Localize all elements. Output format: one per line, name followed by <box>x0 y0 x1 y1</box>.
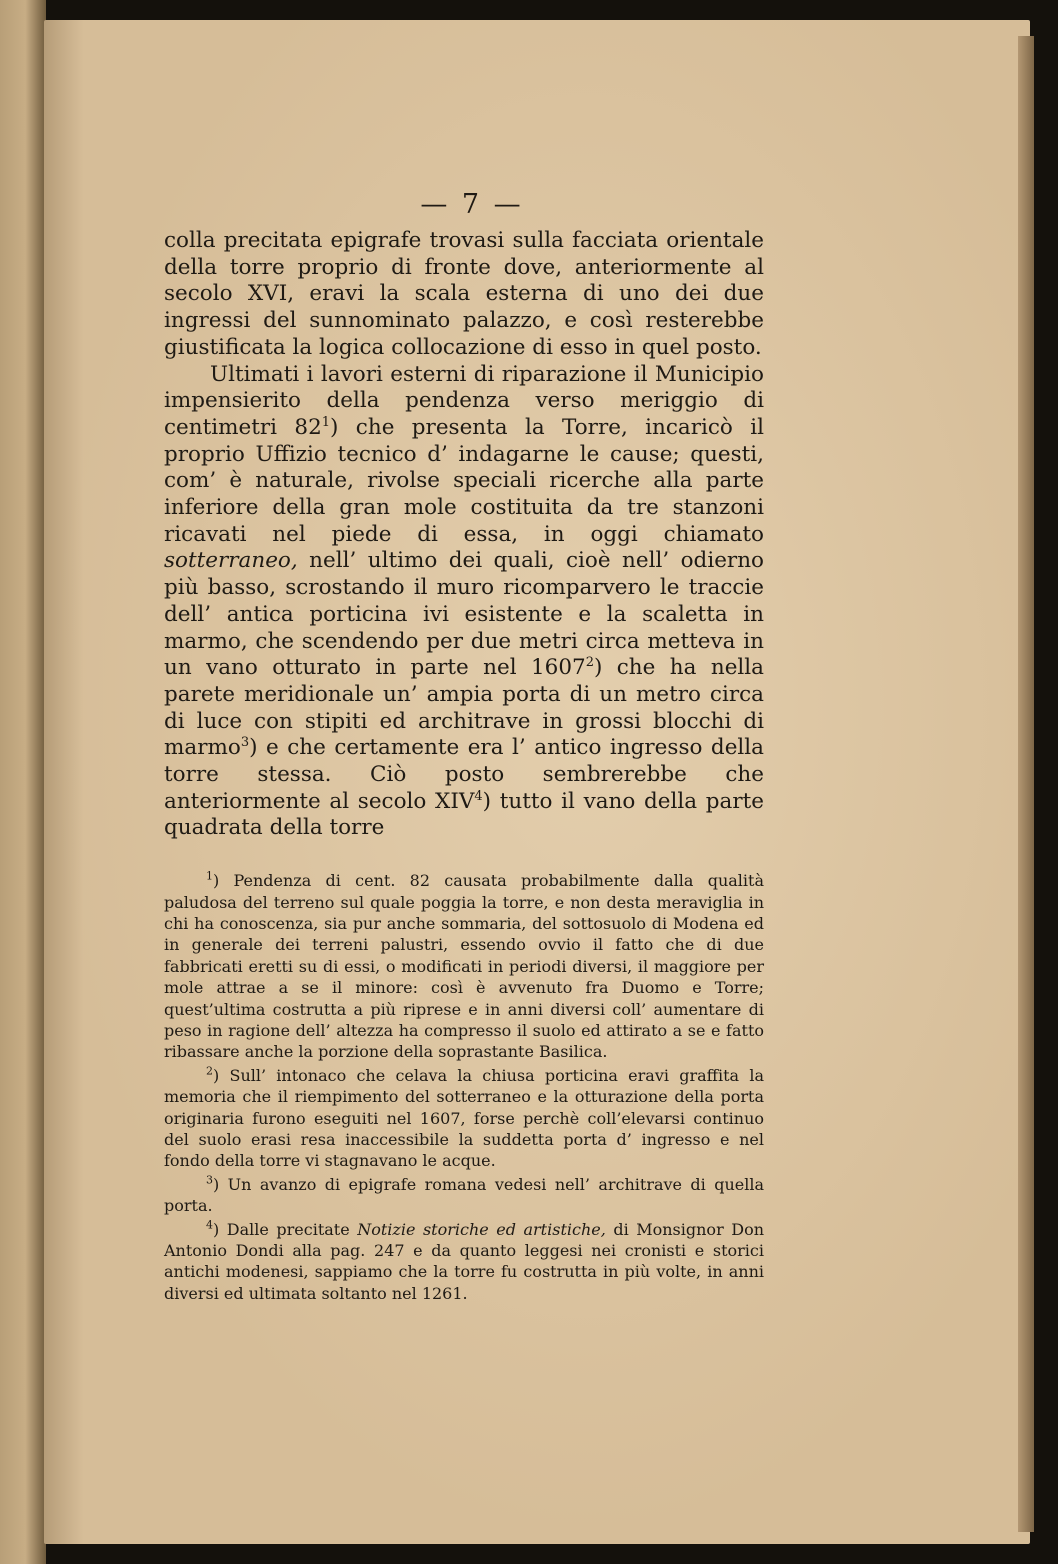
footnote-ref-3: 3 <box>240 735 250 751</box>
paragraph-1-text: colla precitata epigrafe trovasi sulla facciata orientale della torre proprio di fronte dove, anteriormente al secolo XVI, eravi la scala esterna di uno dei due ingressi del sunnominato palazzo, e così resterebbe giustificata la logica collocazione di esso in quel posto. <box>164 228 764 360</box>
paragraph-2-text-3: nell’ ultimo dei quali, cioè nell’ odierno più basso, scrostando il muro ricomparvero le traccie dell’ antica porticina ivi esistente e la scaletta in marmo, che scendendo per due metri circa metteva in un vano otturato in parte nel 1607 <box>164 548 764 681</box>
footnote-ref-1: 1 <box>321 414 331 430</box>
footnote-3-text: ) Un avanzo di epigrafe romana vedesi nell’ architrave di quella porta. <box>164 1174 764 1216</box>
page-text-block <box>164 190 764 1306</box>
footnote-4-text-after: di Monsignor Don Antonio Dondi alla pag. 247 e da quanto leggesi nei cronisti e storici antichi modenesi, sappiamo che la torre fu costrutta in più volte, in anni diversi ed ultimata soltanto nel 1261. <box>164 1219 765 1303</box>
left-page-edge <box>0 0 46 1564</box>
footnote-2 <box>164 1065 764 1172</box>
paragraph-2-text-2: ) che presenta la Torre, incaricò il proprio Uffizio tecnico d’ indagarne le cause; questi, com’ è naturale, rivolse speciali ricerche alla parte inferiore della gran mole costituita da tre stanzoni ricavati nel piede di essa, in oggi chiamato <box>164 414 764 547</box>
footnote-3 <box>164 1174 764 1217</box>
footnote-2-marker: 2 <box>206 1064 213 1078</box>
footnote-1 <box>164 870 764 1063</box>
footnote-ref-2: 2 <box>585 655 594 671</box>
paragraph-2-italic-sotterraneo: sotterraneo, <box>164 548 298 574</box>
body-paragraph-1 <box>164 228 764 362</box>
paragraph-2-text-4: ) che ha nella parete meridionale un’ ampia porta di un metro circa di luce con stipiti ed architrave in grossi blocchi di marmo <box>164 655 764 761</box>
footnote-4 <box>164 1219 764 1305</box>
body-paragraph-2 <box>164 362 764 843</box>
footnote-ref-4: 4 <box>474 788 483 804</box>
footnote-4-italic-title: Notizie storiche ed artistiche, <box>357 1219 606 1239</box>
footnote-1-text: ) Pendenza di cent. 82 causata probabilmente dalla qualità paludosa del terreno sul quale poggia la torre, e non desta meraviglia in chi ha conoscenza, sia pur anche sommaria, del sottosuolo di Modena ed in generale dei terreni palustri, essendo ovvio il fatto che di due fabbricati eretti su di essi, o modificati in periodi diversi, il maggiore per mole attrae a se il minore: così è avvenuto fra Duomo e Torre; quest’ultima costrutta a più riprese e in anni diversi coll’ aumentare di peso in ragione dell’ altezza ha compresso il suolo ed attirato a se e fatto ribassare anche la porzione della soprastante Basilica. <box>164 871 764 1062</box>
footnote-3-marker: 3 <box>206 1173 213 1187</box>
paragraph-2-text-5: ) e che certamente era l’ antico ingresso della torre stessa. Ciò posto sembrerebbe che anteriormente al secolo XIV <box>164 735 764 814</box>
footnotes-section <box>164 870 764 1304</box>
page-number: — 7 — <box>420 189 524 220</box>
footnote-1-marker: 1 <box>206 869 213 883</box>
paragraph-2-text-1: Ultimati i lavori esterni di riparazione il Municipio impensierito della pendenza verso meriggio di centimetri 82 <box>164 361 764 440</box>
paragraph-2-text-6: ) tutto il vano della parte quadrata della torre <box>164 788 765 841</box>
footnote-4-text-before: ) Dalle precitate <box>213 1219 358 1239</box>
page-stack-edge <box>1018 36 1034 1532</box>
footnote-4-marker: 4 <box>206 1218 213 1232</box>
footnote-2-text: ) Sull’ intonaco che celava la chiusa porticina eravi graffita la memoria che il riempimento del sotterraneo e la otturazione della porta originaria furono eseguiti nel 1607, forse perchè coll’elevarsi continuo del suolo erasi resa inaccessibile la suddetta porta d’ ingresso e nel fondo della torre vi stagnavano le acque. <box>164 1065 764 1171</box>
